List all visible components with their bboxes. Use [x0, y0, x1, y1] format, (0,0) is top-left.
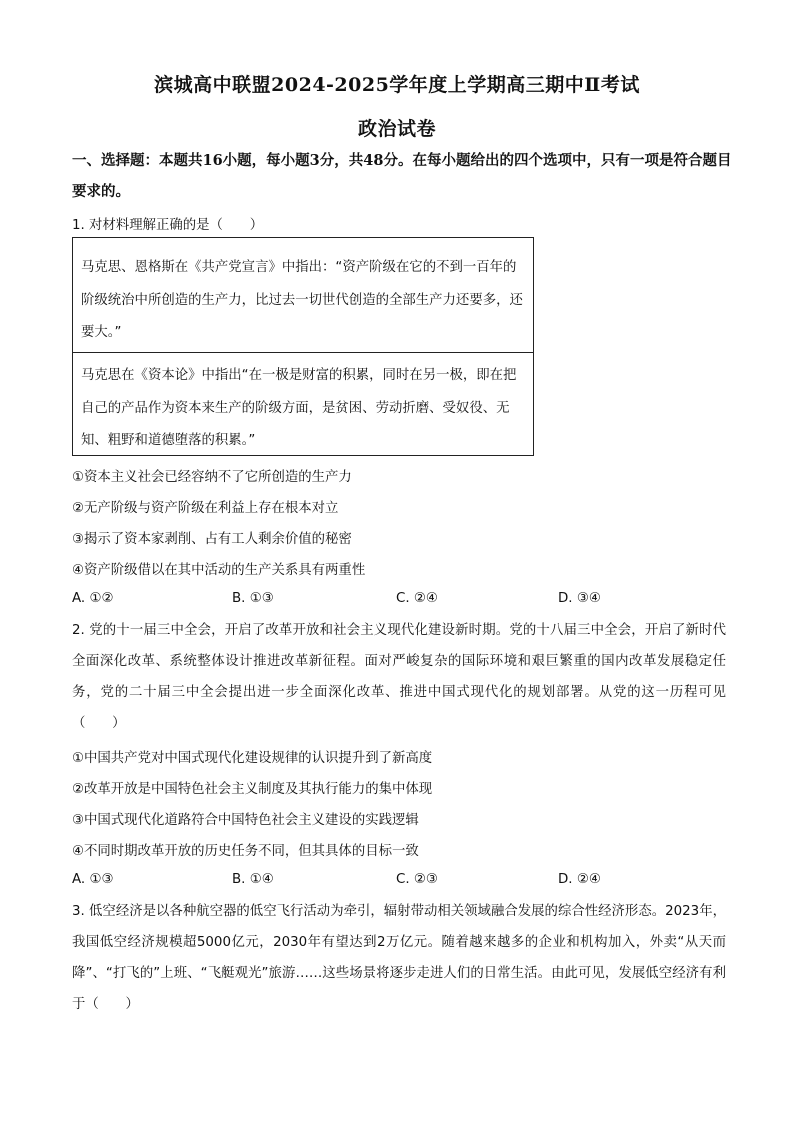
- q1-item-4: ④资产阶级借以在其中活动的生产关系具有两重性: [72, 563, 366, 578]
- subject-title: 政治试卷: [357, 118, 436, 140]
- q2-item-3: ③中国式现代化道路符合中国特色社会主义建设的实践逻辑: [72, 813, 419, 828]
- q1-material-table: [72, 237, 534, 456]
- q1-stem: 1. 对材料理解正确的是（ ）: [72, 218, 264, 233]
- q2-item-1: ①中国共产党对中国式现代化建设规律的认识提升到了新高度: [72, 751, 433, 766]
- q1-item-3: ③揭示了资本家剥削、占有工人剩余价值的秘密: [72, 532, 352, 547]
- q1-option-a[interactable]: A. ①②: [72, 591, 114, 606]
- q1-quote-capital: 马克思在《资本论》中指出“在一极是财富的积累，同时在另一极，即在把自己的产品作为资本来生产的阶级方面，是贫困、劳动折磨、受奴役、无知、粗野和道德堕落的积累。”: [81, 368, 517, 448]
- q1-option-d[interactable]: D. ③④: [558, 591, 601, 606]
- q1-item-1: ①资本主义社会已经容纳不了它所创造的生产力: [72, 470, 352, 485]
- q2-option-d[interactable]: D. ②④: [558, 872, 601, 887]
- q2-item-2: ②改革开放是中国特色社会主义制度及其执行能力的集中体现: [72, 782, 433, 797]
- q2-option-a[interactable]: A. ①③: [72, 872, 114, 887]
- table-divider: [73, 352, 533, 353]
- section-heading: 一、选择题：本题共16小题，每小题3分，共48分。在每小题给出的四个选项中，只有一项是符合题目要求的。: [72, 152, 732, 200]
- exam-title: 滨城高中联盟2024-2025学年度上学期高三期中Ⅱ考试: [154, 74, 640, 96]
- q2-stem: 2. 党的十一届三中全会，开启了改革开放和社会主义现代化建设新时期。党的十八届三中全会，开启了新时代全面深化改革、系统整体设计推进改革新征程。面对严峻复杂的国际环境和艰巨繁重的国内改革发展稳定任务，党的二十届三中全会提出进一步全面深化改革、推进中国式现代化的规划部署。从党的这一历程可见（ ）: [72, 623, 726, 731]
- q2-option-c[interactable]: C. ②③: [396, 872, 438, 887]
- q2-item-4: ④不同时期改革开放的历史任务不同，但其具体的目标一致: [72, 844, 419, 859]
- q1-option-b[interactable]: B. ①③: [232, 591, 274, 606]
- q2-option-b[interactable]: B. ①④: [232, 872, 274, 887]
- q1-option-c[interactable]: C. ②④: [396, 591, 438, 606]
- q1-quote-manifesto: 马克思、恩格斯在《共产党宣言》中指出：“资产阶级在它的不到一百年的阶级统治中所创造的生产力，比过去一切世代创造的全部生产力还要多，还要大。”: [81, 260, 523, 340]
- q3-stem: 3. 低空经济是以各种航空器的低空飞行活动为牵引，辐射带动相关领域融合发展的综合性经济形态。2023年，我国低空经济规模超5000亿元，2030年有望达到2万亿元。随着越来越多的企业和机构加入，外卖“从天而降”、“打飞的”上班、“飞艇观光”旅游……这些场景将逐步走进人们的日常生活。由此可见，发展低空经济有利于（ ）: [72, 904, 726, 1012]
- q1-item-2: ②无产阶级与资产阶级在利益上存在根本对立: [72, 501, 339, 516]
